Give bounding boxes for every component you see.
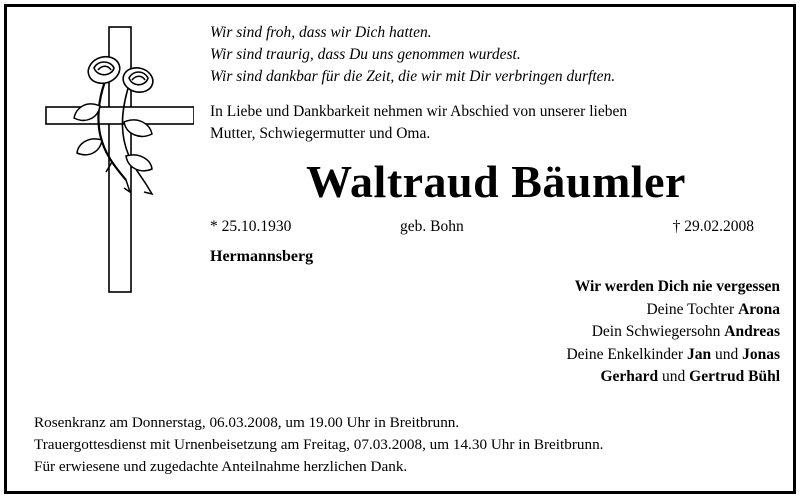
family-names: Gertrud Bühl: [689, 368, 780, 386]
family-names: Jonas: [742, 345, 780, 363]
service-details: [34, 412, 774, 478]
service-line: Rosenkranz am Donnerstag, 06.03.2008, um 19.00 Uhr in Breitbrunn.: [34, 413, 460, 431]
maiden-name: geb. Bohn: [400, 218, 464, 236]
service-line: Trauergottesdienst mit Urnenbeisetzung am Freitag, 07.03.2008, um 14.30 Uhr in Breitbrunn.: [34, 435, 604, 453]
obituary-text: [210, 22, 782, 389]
death-date: † 29.02.2008: [672, 218, 754, 236]
family-relation: Dein Schwiegersohn: [591, 323, 725, 341]
family-line: [210, 321, 780, 343]
cross-with-rose-icon: [34, 22, 194, 297]
birth-date: * 25.10.1930: [210, 218, 292, 236]
family-names: Andreas: [724, 323, 780, 341]
card-content-area: [12, 12, 788, 486]
deceased-name: Waltraud Bäumler: [306, 155, 686, 207]
family-line: [210, 299, 780, 321]
family-relation: Deine Enkelkinder: [566, 345, 687, 363]
family-names: Jan: [686, 345, 712, 363]
family-conjunction: und: [658, 368, 690, 386]
family-names: Arona: [738, 300, 780, 318]
place-of-residence: Hermannsberg: [210, 248, 314, 266]
intro-block: [210, 101, 782, 146]
family-names: Gerhard: [600, 368, 659, 386]
verse-block: [210, 22, 782, 88]
life-dates: [210, 218, 782, 240]
family-relation: Deine Tochter: [646, 300, 739, 318]
verse-line: Wir sind dankbar für die Zeit, die wir mit Dir verbringen durften.: [210, 68, 616, 85]
family-headline: Wir werden Dich nie vergessen: [574, 278, 780, 296]
verse-line: Wir sind froh, dass wir Dich hatten.: [210, 24, 432, 41]
family-line: [210, 344, 780, 366]
family-block: [210, 276, 782, 388]
intro-line: In Liebe und Dankbarkeit nehmen wir Abschied von unserer lieben: [210, 103, 628, 120]
service-line: Für erwiesene und zugedachte Anteilnahme herzlichen Dank.: [34, 457, 408, 475]
family-conjunction: und: [711, 345, 743, 363]
family-line: [210, 366, 780, 388]
verse-line: Wir sind traurig, dass Du uns genommen wurdest.: [210, 46, 521, 63]
intro-line: Mutter, Schwiegermutter und Oma.: [210, 125, 431, 143]
